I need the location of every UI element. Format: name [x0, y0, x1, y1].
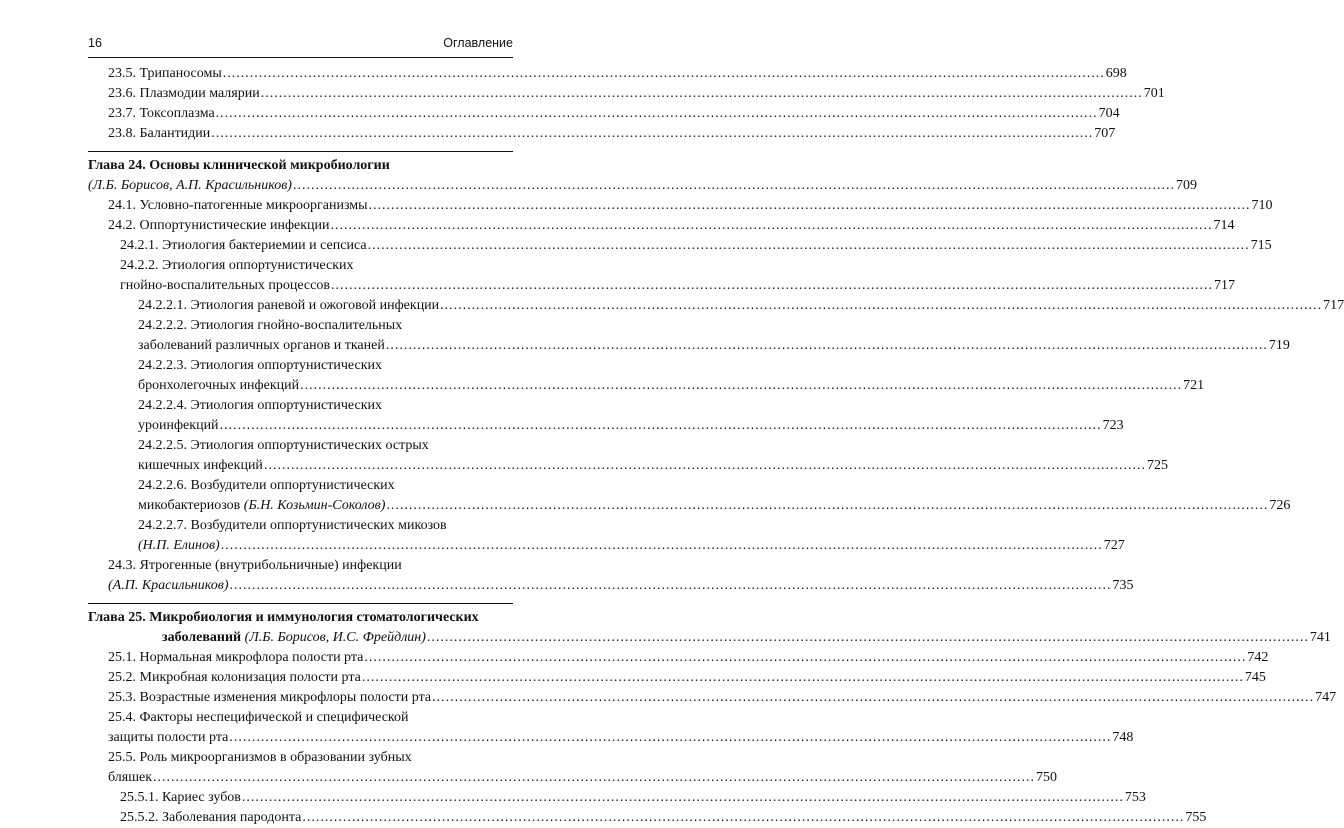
toc-page-number: 717: [1323, 298, 1344, 313]
toc-entry-24-2-2-5[interactable]: [88, 436, 1168, 476]
leader-dots: [386, 496, 1268, 516]
toc-page-number: 701: [1143, 86, 1165, 101]
toc-entry-24-2-2-4[interactable]: [88, 396, 1124, 436]
toc-page-number: 753: [1124, 790, 1146, 805]
toc-entry-label: 24.2.2.3. Этиология оппортунистических: [138, 358, 382, 373]
toc-entry-label-cont: бляшек: [108, 770, 152, 785]
leader-dots: [300, 376, 1182, 396]
toc-page-number: 742: [1247, 650, 1269, 665]
toc-entry-24-2-2-1[interactable]: [88, 296, 1344, 316]
toc-entry-label: 25.2. Микробная колонизация полости рта: [108, 670, 361, 685]
toc-entry-25-5-2[interactable]: [88, 808, 1207, 828]
toc-page-number: 726: [1269, 498, 1291, 513]
toc-entry-label: 24.2.2.5. Этиология оппортунистических острых: [138, 438, 429, 453]
leader-dots: [432, 688, 1314, 708]
leader-dots: [440, 296, 1322, 316]
toc-entry-25-5-1[interactable]: [88, 788, 1146, 808]
leader-dots: [368, 236, 1250, 256]
leader-dots: [331, 276, 1213, 296]
toc-entry-label: 25.4. Факторы неспецифической и специфической: [108, 710, 409, 725]
toc-page-number: 725: [1146, 458, 1168, 473]
toc-entry-label: 24.2.2.6. Возбудители оппортунистических: [138, 478, 395, 493]
toc-entry-24-3[interactable]: [88, 556, 1134, 596]
toc-entry-label: 23.8. Балантидии: [108, 126, 211, 141]
leader-dots: [242, 788, 1124, 808]
toc-entry-label: 23.6. Плазмодии малярии: [108, 86, 260, 101]
running-header: [88, 32, 513, 54]
toc-page-number: 715: [1250, 238, 1272, 253]
toc-page-number: 709: [1175, 178, 1197, 193]
header-rule: [88, 57, 513, 58]
leader-dots: [364, 648, 1246, 668]
leader-dots: [302, 808, 1184, 828]
toc-entry-label-cont: уроинфекций: [138, 418, 219, 433]
toc-entry-label: 24.1. Условно-патогенные микроорганизмы: [108, 198, 368, 213]
leader-dots: [362, 668, 1244, 688]
toc-page-number: 704: [1098, 106, 1120, 121]
toc-entry-24-2-2-2[interactable]: [88, 316, 1290, 356]
leader-dots: [216, 104, 1098, 124]
toc-entry-24-2-2-3[interactable]: [88, 356, 1205, 396]
toc-entry-24-2-2-6[interactable]: [88, 476, 1291, 516]
toc-page-number: 748: [1112, 730, 1134, 745]
toc-entry-label: 23.7. Токсоплазма: [108, 106, 215, 121]
toc-entry-23-6[interactable]: [88, 84, 1165, 104]
toc-entry-25-3[interactable]: [88, 688, 1337, 708]
page-number: 16: [88, 36, 102, 50]
section-title: Оглавление: [443, 36, 513, 50]
chapter-divider: [88, 151, 513, 152]
leader-dots: [293, 176, 1175, 196]
chapter-authors: (Л.Б. Борисов, А.П. Красильников): [88, 178, 292, 193]
toc-entry-23-5[interactable]: [88, 64, 1127, 84]
toc-entry-label-cont: заболеваний различных органов и тканей: [138, 338, 385, 353]
toc-entry-label: 24.2.2.7. Возбудители оппортунистических микозов: [138, 518, 447, 533]
toc-entry-24-2-2[interactable]: [88, 256, 1235, 296]
leader-dots: [331, 216, 1213, 236]
leader-dots: [211, 124, 1093, 144]
leader-dots: [223, 64, 1105, 84]
chapter-title: Глава 25. Микробиология и иммунология стоматологических: [88, 610, 479, 625]
toc-entry-label: 23.5. Трипаносомы: [108, 66, 222, 81]
toc-page-number: 723: [1102, 418, 1124, 433]
toc-entry-label: 25.1. Нормальная микрофлора полости рта: [108, 650, 364, 665]
chapter-authors: (Л.Б. Борисов, И.С. Фрейдлин): [244, 630, 426, 645]
toc-page-number: 698: [1105, 66, 1127, 81]
leader-dots: [386, 336, 1268, 356]
toc-entry-label-cont: микобактериозов: [138, 498, 241, 513]
leader-dots: [229, 728, 1111, 748]
toc-entry-23-8[interactable]: [88, 124, 1116, 144]
toc-page-number: 747: [1315, 690, 1337, 705]
toc-page-number: 745: [1244, 670, 1266, 685]
toc-entry-25-5[interactable]: [88, 748, 1057, 788]
toc-entry-label: 25.3. Возрастные изменения микрофлоры полости рта: [108, 690, 432, 705]
toc-entry-24-1[interactable]: [88, 196, 1273, 216]
toc-page-number: 735: [1112, 578, 1134, 593]
toc-entry-25-4[interactable]: [88, 708, 1134, 748]
toc-entry-label: 25.5.1. Кариес зубов: [120, 790, 241, 805]
toc-entry-label: 24.2.2. Этиология оппортунистических: [120, 258, 354, 273]
toc-entry-label: 24.3. Ятрогенные (внутрибольничные) инфекции: [108, 558, 402, 573]
section-author: (Н.П. Елинов): [138, 538, 220, 553]
toc-entry-label: 24.2.2.2. Этиология гнойно-воспалительных: [138, 318, 403, 333]
toc-entry-label: 24.2. Оппортунистические инфекции: [108, 218, 330, 233]
chapter-divider: [88, 603, 513, 604]
toc-page-number: 710: [1251, 198, 1273, 213]
toc-entry-label: 24.2.1. Этиология бактериемии и сепсиса: [120, 238, 367, 253]
toc-page-number: 707: [1094, 126, 1116, 141]
toc-chapter-25[interactable]: [88, 608, 1331, 648]
leader-dots: [264, 456, 1146, 476]
toc-entry-label: 24.2.2.4. Этиология оппортунистических: [138, 398, 382, 413]
toc-entry-label-cont: защиты полости рта: [108, 730, 229, 745]
toc-page-number: 717: [1213, 278, 1235, 293]
leader-dots: [427, 628, 1309, 648]
leader-dots: [369, 196, 1251, 216]
toc-page-number: 721: [1183, 378, 1205, 393]
toc-entry-24-2-1[interactable]: [88, 236, 1272, 256]
chapter-title: Глава 24. Основы клинической микробиологии: [88, 158, 390, 173]
toc-entry-label: 24.2.2.1. Этиология раневой и ожоговой инфекции: [138, 298, 440, 313]
section-author: (Б.Н. Козьмин-Соколов): [243, 498, 386, 513]
toc-entry-25-1[interactable]: [88, 648, 1269, 668]
table-of-contents: [88, 64, 1344, 828]
toc-entry-label-cont: гнойно-воспалительных процессов: [120, 278, 330, 293]
leader-dots: [230, 576, 1112, 596]
leader-dots: [153, 768, 1035, 788]
toc-page-number: 741: [1309, 630, 1331, 645]
chapter-title-cont: заболеваний: [162, 630, 242, 645]
toc-chapter-24[interactable]: [88, 156, 1197, 196]
toc-entry-25-2[interactable]: [88, 668, 1266, 688]
toc-entry-23-7[interactable]: [88, 104, 1120, 124]
toc-entry-label: 25.5.2. Заболевания пародонта: [120, 810, 302, 825]
toc-page-number: 750: [1036, 770, 1057, 785]
section-author: (А.П. Красильников): [108, 578, 229, 593]
toc-page-number: 719: [1268, 338, 1290, 353]
toc-page-number: 727: [1103, 538, 1125, 553]
toc-page-number: 714: [1213, 218, 1235, 233]
toc-entry-24-2[interactable]: [88, 216, 1235, 236]
toc-entry-label-cont: бронхолегочных инфекций: [138, 378, 300, 393]
leader-dots: [261, 84, 1143, 104]
toc-entry-24-2-2-7[interactable]: [88, 516, 1125, 556]
leader-dots: [220, 416, 1102, 436]
toc-entry-label-cont: кишечных инфекций: [138, 458, 263, 473]
leader-dots: [221, 536, 1103, 556]
toc-page-number: 755: [1185, 810, 1207, 825]
toc-entry-label: 25.5. Роль микроорганизмов в образовании зубных: [108, 750, 412, 765]
